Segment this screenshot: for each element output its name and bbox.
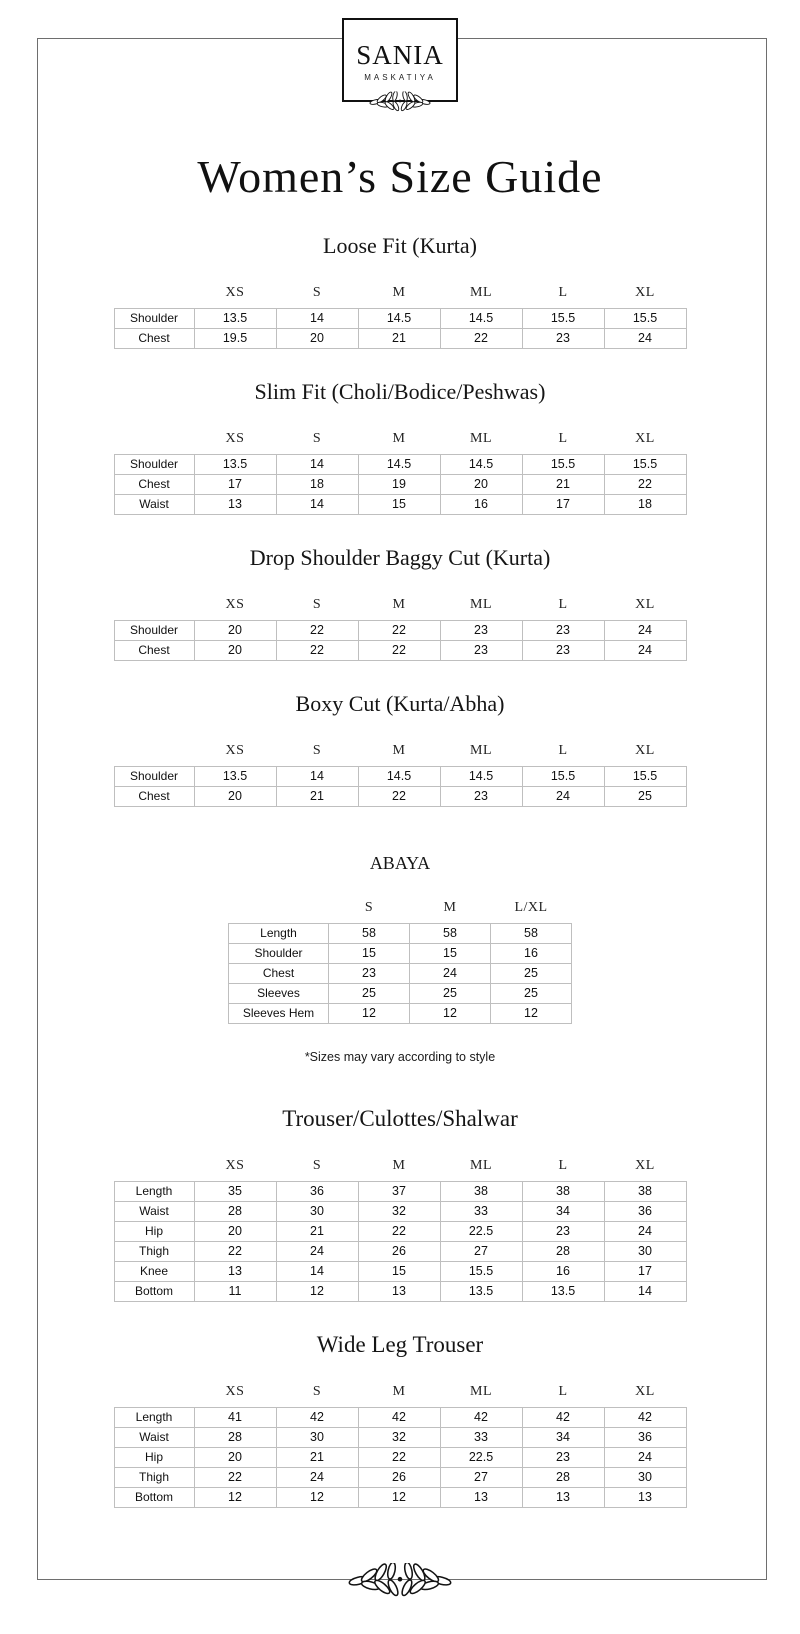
size-value-cell: 24 [604,329,686,349]
size-value-cell: 22 [194,1242,276,1262]
size-column-header: L/XL [514,900,548,915]
size-column-header: XS [225,743,245,758]
size-value-cell: 14.5 [358,767,440,787]
size-tables-container [0,233,800,1508]
row-label: Length [114,1408,194,1428]
table-row [114,1262,686,1282]
size-value-cell: 21 [276,787,358,807]
size-value-cell: 42 [358,1408,440,1428]
size-column-header: L [558,285,568,300]
row-label: Length [114,1182,194,1202]
size-value-cell: 16 [440,495,522,515]
size-value-cell: 13 [604,1488,686,1508]
size-column-header: S [312,431,322,446]
size-value-cell: 58 [491,924,572,944]
size-value-cell: 25 [604,787,686,807]
size-value-cell: 34 [522,1428,604,1448]
size-column-header: S [364,900,374,915]
size-value-cell: 20 [276,329,358,349]
size-value-cell: 30 [276,1202,358,1222]
size-value-cell: 22 [358,1222,440,1242]
size-value-cell: 25 [491,984,572,1004]
size-column-header: XL [635,1384,655,1399]
size-value-cell: 24 [522,787,604,807]
size-value-cell: 13.5 [194,455,276,475]
size-value-cell: 42 [440,1408,522,1428]
size-value-cell: 13.5 [194,767,276,787]
table-row [229,984,572,1004]
size-value-cell: 22 [604,475,686,495]
size-value-cell: 35 [194,1182,276,1202]
size-value-cell: 28 [194,1202,276,1222]
size-value-cell: 15 [329,944,410,964]
size-value-cell: 23 [522,641,604,661]
size-column-header: L [558,743,568,758]
size-value-cell: 14 [604,1282,686,1302]
table-row [229,1004,572,1024]
section-heading: Trouser/Culottes/Shalwar [282,1106,518,1131]
size-column-header: S [312,597,322,612]
section-heading: Loose Fit (Kurta) [323,233,477,258]
table-row [229,944,572,964]
size-value-cell: 42 [276,1408,358,1428]
table-row [114,1428,686,1448]
section-heading: Boxy Cut (Kurta/Abha) [295,691,505,716]
row-label: Chest [114,641,194,661]
size-value-cell: 41 [194,1408,276,1428]
size-value-cell: 14 [276,455,358,475]
size-value-cell: 36 [604,1428,686,1448]
size-value-cell: 38 [522,1182,604,1202]
size-value-cell: 24 [604,621,686,641]
size-value-cell: 20 [194,1222,276,1242]
row-label: Sleeves Hem [229,1004,329,1024]
size-value-cell: 22 [194,1468,276,1488]
size-value-cell: 26 [358,1242,440,1262]
size-value-cell: 22 [358,621,440,641]
size-table [114,743,687,807]
size-section [0,379,800,515]
size-column-header: ML [470,285,492,300]
row-label: Waist [114,495,194,515]
size-value-cell: 38 [604,1182,686,1202]
size-value-cell: 15 [410,944,491,964]
size-column-header: ML [470,431,492,446]
size-column-header: S [312,285,322,300]
table-row [114,309,686,329]
size-value-cell: 12 [358,1488,440,1508]
size-column-header: M [392,1158,406,1173]
size-value-cell: 16 [491,944,572,964]
table-row [114,1182,686,1202]
size-value-cell: 19 [358,475,440,495]
size-column-header: L [558,1158,568,1173]
size-value-cell: 23 [522,621,604,641]
row-label: Hip [114,1448,194,1468]
size-value-cell: 23 [522,1222,604,1242]
size-value-cell: 15.5 [604,309,686,329]
size-column-header: XS [225,285,245,300]
section-heading: Drop Shoulder Baggy Cut (Kurta) [249,545,551,570]
size-value-cell: 24 [410,964,491,984]
row-label: Bottom [114,1488,194,1508]
size-value-cell: 24 [276,1242,358,1262]
size-value-cell: 15 [358,495,440,515]
table-row [114,1448,686,1468]
size-value-cell: 15.5 [522,767,604,787]
size-value-cell: 28 [522,1242,604,1262]
size-value-cell: 22 [358,1448,440,1468]
size-value-cell: 18 [604,495,686,515]
size-value-cell: 22 [440,329,522,349]
table-row [114,475,686,495]
size-column-header: ML [470,597,492,612]
size-value-cell: 22 [358,787,440,807]
size-value-cell: 21 [276,1222,358,1242]
size-column-header: S [312,1158,322,1173]
row-label: Thigh [114,1242,194,1262]
corner-cell [114,431,194,455]
size-table [114,1384,687,1508]
size-value-cell: 30 [604,1468,686,1488]
row-label: Shoulder [114,455,194,475]
row-label: Hip [114,1222,194,1242]
size-value-cell: 42 [522,1408,604,1428]
size-value-cell: 19.5 [194,329,276,349]
size-value-cell: 14.5 [440,767,522,787]
size-column-header: XL [635,431,655,446]
table-row [114,1488,686,1508]
size-value-cell: 22.5 [440,1222,522,1242]
row-label: Chest [114,475,194,495]
corner-cell [114,1384,194,1408]
size-value-cell: 14 [276,495,358,515]
size-value-cell: 13 [440,1488,522,1508]
size-header-row [114,743,686,767]
size-column-header: XL [635,285,655,300]
size-column-header: ML [470,1158,492,1173]
corner-cell [114,1158,194,1182]
size-value-cell: 17 [522,495,604,515]
size-value-cell: 28 [522,1468,604,1488]
size-column-header: XS [225,1158,245,1173]
size-value-cell: 26 [358,1468,440,1488]
section-heading: ABAYA [369,853,431,873]
size-value-cell: 17 [604,1262,686,1282]
size-section [0,691,800,807]
brand-subtitle: MASKATIYA [364,73,436,82]
size-value-cell: 13.5 [522,1282,604,1302]
table-row [114,1282,686,1302]
size-value-cell: 23 [522,1448,604,1468]
size-section [0,1332,800,1508]
size-value-cell: 15 [358,1262,440,1282]
size-value-cell: 12 [491,1004,572,1024]
size-value-cell: 12 [329,1004,410,1024]
size-value-cell: 33 [440,1202,522,1222]
section-heading: Wide Leg Trouser [316,1332,484,1357]
row-label: Chest [114,329,194,349]
size-value-cell: 58 [329,924,410,944]
corner-cell [229,900,329,924]
size-table [114,431,687,515]
table-row [114,787,686,807]
size-value-cell: 42 [604,1408,686,1428]
size-value-cell: 21 [522,475,604,495]
size-column-header: XS [225,431,245,446]
size-column-header: XL [635,743,655,758]
size-value-cell: 25 [491,964,572,984]
table-row [229,964,572,984]
size-value-cell: 33 [440,1428,522,1448]
size-value-cell: 58 [410,924,491,944]
size-value-cell: 13 [194,1262,276,1282]
size-value-cell: 14.5 [358,309,440,329]
size-value-cell: 36 [604,1202,686,1222]
size-header-row [114,431,686,455]
table-row [114,1242,686,1262]
size-value-cell: 25 [329,984,410,1004]
size-value-cell: 12 [276,1282,358,1302]
table-row [114,1408,686,1428]
table-row [114,621,686,641]
size-value-cell: 15.5 [604,767,686,787]
row-label: Shoulder [114,621,194,641]
size-value-cell: 11 [194,1282,276,1302]
size-value-cell: 34 [522,1202,604,1222]
size-value-cell: 32 [358,1202,440,1222]
corner-cell [114,597,194,621]
size-value-cell: 20 [194,621,276,641]
row-label: Waist [114,1428,194,1448]
size-value-cell: 23 [522,329,604,349]
size-value-cell: 22 [276,621,358,641]
size-column-header: XS [225,1384,245,1399]
size-value-cell: 14.5 [440,309,522,329]
brand-name: SANIA [356,40,444,70]
size-table [114,1158,687,1302]
table-row [114,1468,686,1488]
corner-cell [114,285,194,309]
size-value-cell: 20 [194,1448,276,1468]
table-row [114,1202,686,1222]
row-label: Sleeves [229,984,329,1004]
size-value-cell: 37 [358,1182,440,1202]
size-value-cell: 30 [276,1428,358,1448]
size-value-cell: 13.5 [440,1282,522,1302]
size-value-cell: 24 [276,1468,358,1488]
size-header-row [114,285,686,309]
size-value-cell: 23 [329,964,410,984]
size-value-cell: 12 [276,1488,358,1508]
size-value-cell: 36 [276,1182,358,1202]
size-value-cell: 32 [358,1428,440,1448]
table-row [114,1222,686,1242]
size-value-cell: 21 [276,1448,358,1468]
size-table [228,900,572,1024]
size-column-header: M [392,597,406,612]
row-label: Shoulder [114,309,194,329]
section-heading: Slim Fit (Choli/Bodice/Peshwas) [254,379,546,404]
size-value-cell: 13 [358,1282,440,1302]
table-row [114,495,686,515]
size-value-cell: 15.5 [604,455,686,475]
row-label: Shoulder [229,944,329,964]
table-row [114,455,686,475]
size-value-cell: 13 [522,1488,604,1508]
size-column-header: ML [470,1384,492,1399]
size-column-header: XS [225,597,245,612]
size-header-row [114,1384,686,1408]
row-label: Chest [114,787,194,807]
size-value-cell: 28 [194,1428,276,1448]
size-value-cell: 13 [194,495,276,515]
size-section [0,853,800,1064]
size-note: *Sizes may vary according to style [304,1050,496,1064]
size-column-header: M [443,900,457,915]
table-row [114,641,686,661]
size-value-cell: 23 [440,641,522,661]
table-row [114,767,686,787]
size-value-cell: 14.5 [358,455,440,475]
size-value-cell: 16 [522,1262,604,1282]
size-value-cell: 24 [604,641,686,661]
size-value-cell: 15.5 [522,309,604,329]
row-label: Knee [114,1262,194,1282]
row-label: Length [229,924,329,944]
page-title: Women’s Size Guide [197,151,603,202]
size-column-header: S [312,743,322,758]
size-section [0,545,800,661]
size-value-cell: 13.5 [194,309,276,329]
size-value-cell: 14 [276,767,358,787]
size-section [0,1106,800,1302]
size-value-cell: 21 [358,329,440,349]
size-table [114,285,687,349]
table-row [229,924,572,944]
size-section [0,233,800,349]
laurel-leaves-icon [346,1558,454,1602]
size-value-cell: 14.5 [440,455,522,475]
row-label: Thigh [114,1468,194,1488]
size-value-cell: 20 [194,641,276,661]
size-header-row [114,597,686,621]
size-value-cell: 14 [276,309,358,329]
row-label: Waist [114,1202,194,1222]
size-value-cell: 24 [604,1222,686,1242]
size-column-header: M [392,743,406,758]
laurel-leaves-icon [368,88,432,115]
size-value-cell: 18 [276,475,358,495]
size-column-header: L [558,431,568,446]
corner-cell [114,743,194,767]
size-value-cell: 17 [194,475,276,495]
size-column-header: M [392,285,406,300]
row-label: Bottom [114,1282,194,1302]
brand-logo [342,18,458,102]
size-value-cell: 24 [604,1448,686,1468]
size-column-header: M [392,431,406,446]
table-row [114,329,686,349]
size-value-cell: 22.5 [440,1448,522,1468]
size-value-cell: 23 [440,621,522,641]
size-value-cell: 20 [194,787,276,807]
size-value-cell: 12 [410,1004,491,1024]
size-column-header: XL [635,1158,655,1173]
row-label: Shoulder [114,767,194,787]
size-value-cell: 22 [276,641,358,661]
size-column-header: S [312,1384,322,1399]
size-header-row [114,1158,686,1182]
size-value-cell: 27 [440,1242,522,1262]
size-column-header: XL [635,597,655,612]
size-value-cell: 15.5 [440,1262,522,1282]
row-label: Chest [229,964,329,984]
size-value-cell: 14 [276,1262,358,1282]
size-table [114,597,687,661]
size-value-cell: 25 [410,984,491,1004]
size-value-cell: 22 [358,641,440,661]
size-value-cell: 30 [604,1242,686,1262]
size-column-header: L [558,1384,568,1399]
size-column-header: M [392,1384,406,1399]
size-column-header: ML [470,743,492,758]
size-header-row [229,900,572,924]
size-value-cell: 38 [440,1182,522,1202]
size-value-cell: 27 [440,1468,522,1488]
size-value-cell: 12 [194,1488,276,1508]
size-column-header: L [558,597,568,612]
size-value-cell: 23 [440,787,522,807]
size-value-cell: 15.5 [522,455,604,475]
size-value-cell: 20 [440,475,522,495]
